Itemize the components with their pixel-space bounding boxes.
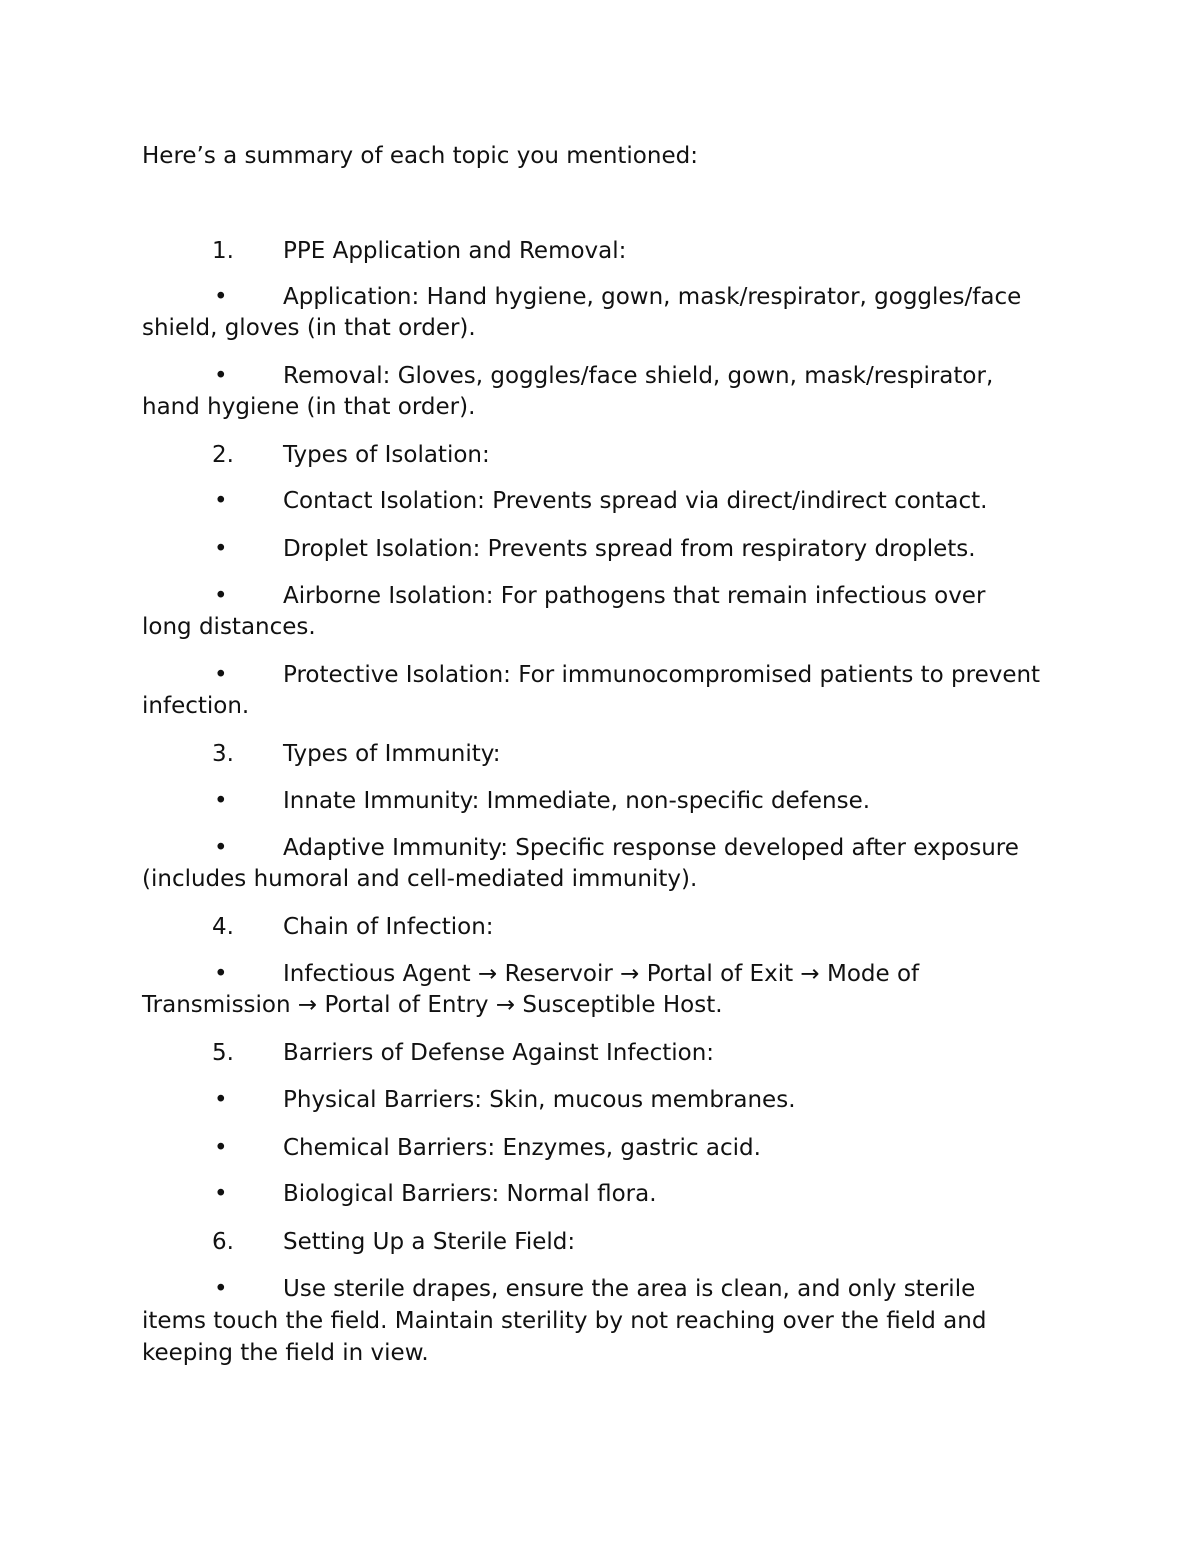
section-3-title: Types of Immunity: [283,741,501,767]
section-1-number: 1. [212,238,234,264]
bullet-marker: • [214,961,228,987]
bullet-text-continued: keeping the field in view. [142,1340,429,1366]
bullet-text: Application: Hand hygiene, gown, mask/respirator, goggles/face [283,284,1022,310]
bullet-marker: • [214,536,228,562]
bullet-marker: • [214,1135,228,1161]
bullet-text-continued: hand hygiene (in that order). [142,394,476,420]
bullet-marker: • [214,1181,228,1207]
bullet-text: Adaptive Immunity: Specific response developed after exposure [283,835,1019,861]
bullet-marker: • [214,488,228,514]
bullet-text: Innate Immunity: Immediate, non-specific defense. [283,788,871,814]
section-1-title: PPE Application and Removal: [283,238,627,264]
section-6-title: Setting Up a Sterile Field: [283,1229,576,1255]
section-3-number: 3. [212,741,234,767]
bullet-text: Chemical Barriers: Enzymes, gastric acid. [283,1135,761,1161]
bullet-text: Contact Isolation: Prevents spread via direct/indirect contact. [283,488,988,514]
bullet-text-continued: long distances. [142,614,316,640]
section-2-title: Types of Isolation: [283,442,490,468]
bullet-text: Physical Barriers: Skin, mucous membranes. [283,1087,796,1113]
bullet-marker: • [214,583,228,609]
bullet-text-continued: infection. [142,693,250,719]
section-4-title: Chain of Infection: [283,914,494,940]
bullet-text: Use sterile drapes, ensure the area is clean, and only sterile [283,1276,976,1302]
intro-text: Here’s a summary of each topic you mentioned: [142,143,698,169]
bullet-text: Removal: Gloves, goggles/face shield, gown, mask/respirator, [283,363,994,389]
bullet-marker: • [214,788,228,814]
bullet-marker: • [214,1087,228,1113]
section-6-number: 6. [212,1229,234,1255]
bullet-marker: • [214,284,228,310]
section-2-number: 2. [212,442,234,468]
bullet-marker: • [214,1276,228,1302]
bullet-marker: • [214,363,228,389]
bullet-marker: • [214,835,228,861]
bullet-text: Protective Isolation: For immunocompromised patients to prevent [283,662,1041,688]
bullet-text-continued: shield, gloves (in that order). [142,315,476,341]
section-5-title: Barriers of Defense Against Infection: [283,1040,715,1066]
bullet-text: Airborne Isolation: For pathogens that remain infectious over [283,583,986,609]
bullet-text: Droplet Isolation: Prevents spread from respiratory droplets. [283,536,976,562]
bullet-text-continued: (includes humoral and cell-mediated immunity). [142,866,698,892]
bullet-text: Infectious Agent → Reservoir → Portal of Exit → Mode of [283,961,920,987]
bullet-text: Biological Barriers: Normal flora. [283,1181,657,1207]
bullet-text-continued: Transmission → Portal of Entry → Susceptible Host. [142,992,723,1018]
section-5-number: 5. [212,1040,234,1066]
bullet-text-continued: items touch the field. Maintain sterility by not reaching over the field and [142,1308,987,1334]
section-4-number: 4. [212,914,234,940]
bullet-marker: • [214,662,228,688]
